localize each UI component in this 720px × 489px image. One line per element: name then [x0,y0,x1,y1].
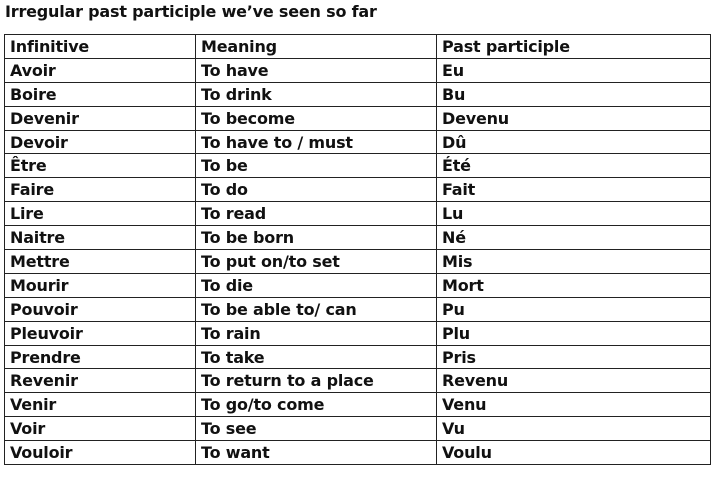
table-row [5,82,711,106]
table-row [5,417,711,441]
infinitive-cell: Avoir [5,58,196,82]
past-participle-cell: Été [437,154,711,178]
meaning-cell: To go/to come [196,393,437,417]
meaning-cell: To see [196,417,437,441]
table-row [5,297,711,321]
past-participle-cell: Fait [437,178,711,202]
past-participle-cell: Lu [437,202,711,226]
meaning-cell: To have to / must [196,130,437,154]
past-participle-cell: Mis [437,250,711,274]
meaning-cell: To die [196,273,437,297]
infinitive-cell: Revenir [5,369,196,393]
table-row [5,202,711,226]
table-row [5,106,711,130]
past-participle-cell: Voulu [437,441,711,465]
infinitive-cell: Devenir [5,106,196,130]
table-row [5,345,711,369]
page-title: Irregular past participle we’ve seen so far [5,2,377,21]
meaning-cell: To drink [196,82,437,106]
infinitive-cell: Lire [5,202,196,226]
table-row [5,154,711,178]
meaning-cell: To be able to/ can [196,297,437,321]
past-participle-cell: Mort [437,273,711,297]
table-row [5,273,711,297]
infinitive-cell: Pouvoir [5,297,196,321]
table-row [5,393,711,417]
table-row [5,130,711,154]
infinitive-cell: Mettre [5,250,196,274]
infinitive-cell: Mourir [5,273,196,297]
infinitive-cell: Pleuvoir [5,321,196,345]
meaning-cell: To put on/to set [196,250,437,274]
meaning-cell: To do [196,178,437,202]
past-participle-cell: Né [437,226,711,250]
table-row [5,226,711,250]
infinitive-cell: Faire [5,178,196,202]
past-participle-cell: Dû [437,130,711,154]
participle-table [4,34,711,465]
table-row [5,250,711,274]
meaning-cell: To want [196,441,437,465]
meaning-cell: To return to a place [196,369,437,393]
past-participle-cell: Devenu [437,106,711,130]
past-participle-cell: Bu [437,82,711,106]
infinitive-cell: Prendre [5,345,196,369]
infinitive-cell: Être [5,154,196,178]
meaning-cell: To read [196,202,437,226]
past-participle-cell: Revenu [437,369,711,393]
table-row [5,369,711,393]
meaning-cell: To be born [196,226,437,250]
table-header-row [5,35,711,59]
infinitive-cell: Vouloir [5,441,196,465]
meaning-cell: To become [196,106,437,130]
infinitive-cell: Naitre [5,226,196,250]
table-row [5,178,711,202]
past-participle-cell: Eu [437,58,711,82]
meaning-cell: To rain [196,321,437,345]
meaning-cell: To be [196,154,437,178]
infinitive-cell: Venir [5,393,196,417]
header-past-participle: Past participle [437,35,711,59]
past-participle-cell: Pu [437,297,711,321]
past-participle-cell: Pris [437,345,711,369]
infinitive-cell: Devoir [5,130,196,154]
meaning-cell: To have [196,58,437,82]
table-row [5,321,711,345]
past-participle-cell: Plu [437,321,711,345]
meaning-cell: To take [196,345,437,369]
header-meaning: Meaning [196,35,437,59]
infinitive-cell: Voir [5,417,196,441]
table-row [5,441,711,465]
header-infinitive: Infinitive [5,35,196,59]
past-participle-cell: Venu [437,393,711,417]
table-row [5,58,711,82]
past-participle-cell: Vu [437,417,711,441]
infinitive-cell: Boire [5,82,196,106]
